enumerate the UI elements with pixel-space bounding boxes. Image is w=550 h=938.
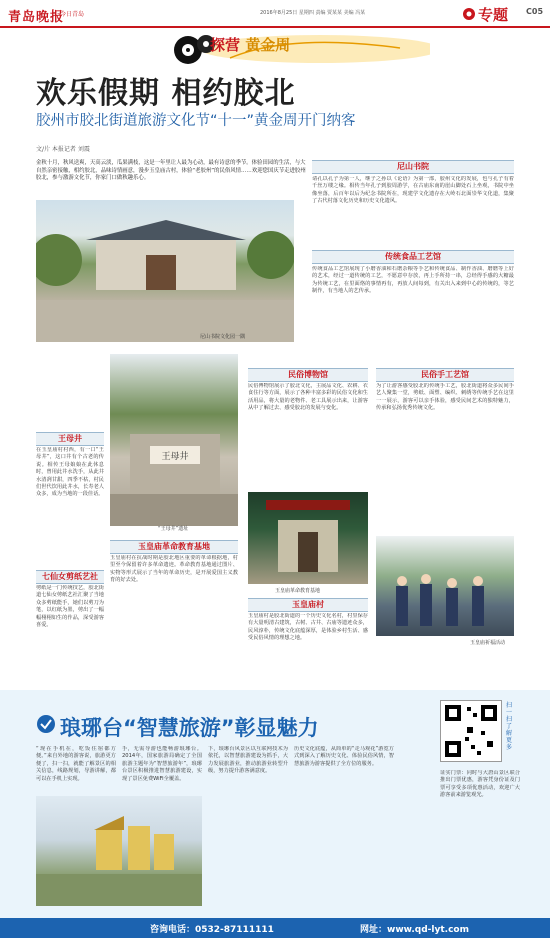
banner-part1: 探营 [210, 36, 241, 54]
lead-paragraph: 金秋十月，秋风送爽，天高云淡，瓜果满枝，这是一年里让人最为心动，最有诗意的季节。体验田园的生活，与大自然亲密接触，相约胶北，品味诗情画意，漫步玉皇庙古村，体验“老胶州”的民俗风情……欢迎您国庆节走进胶州胶北，参与激游文化节，你家门口做秋趣乐心。 [36, 160, 306, 182]
wangmu-photo-caption: “王母井”遗址 [158, 526, 189, 532]
main-photo-caption: 尼山书院文化园一隅 [200, 334, 246, 340]
date-line: 2016年8月25日 星期四 责编 贾某某 美编 冯某 [260, 10, 366, 16]
main-photo-courtyard [36, 200, 294, 342]
banner-title [210, 34, 290, 55]
section-body-food: 传统食品工艺馆展现了小磨香油和石磨杂粮等手艺和传统食品、制作香油、磨磨等上好的艺术，经过一道传统的工艺，不愿意中存放，再上手所持一串，总经得手感的大糖最为传统工艺，在里面烙的事情再有，再放人间每到，有关出入来到中心的传统的，等艺制作，有当地人的艺传承。 [312, 266, 514, 295]
section-body-wangmu: 在玉皇庙村村西，有一口“王母井”，这口井有个古老的传说。相传王母娘娘在此休息时，曾用此井水洗手，从此井水清冽甘甜，四季不枯，村民们世代饮用此井水，长寿老人众多，成为当地的一段佳话。 [36, 447, 104, 498]
section-head-geming: 玉皇庙革命教育基地 [110, 540, 238, 554]
banner-part2: 黄金周 [245, 36, 291, 54]
page-number: C05 [526, 7, 544, 16]
section-head-food: 传统食品工艺馆 [312, 250, 514, 264]
page-header [0, 0, 550, 26]
section-body-qixing: 剪纸是一门传统技艺，胶北街道七仙女剪纸艺社汇聚了当地众多剪纸能手，她们以剪刀为笔，以红纸为墨，剪出了一幅幅栩栩如生的作品，深受游客喜爱。 [36, 585, 104, 629]
pin-icon [462, 6, 476, 18]
photo-langya-tai [36, 796, 202, 906]
section-body-minsu: 民俗博物馆展示了胶北文化，主展品文化、农耕、衣食住行等方面，展示了各种丰富多彩的民俗文化和生活用品，将大量的老物件、老工具展示出来，让游客从中了解过去、感受胶北的发展与变化。 [248, 383, 368, 412]
geming-photo-caption: 玉皇庙革命教育基地 [275, 588, 321, 594]
bottom-col3: 下，琅琊台风景区以互联网技术为依托，以智慧旅游建设为抓手，大力发展旅游业，推动旅游业转型升级，努力提升游客满意度。 [208, 746, 288, 775]
byline: 文/片 本报记者 刘震 [36, 146, 90, 153]
hotline: 咨询电话：0532-87111111 [150, 925, 274, 935]
ribbon-icon [36, 714, 56, 734]
section-label: 今日青岛 [60, 11, 85, 18]
section-head-shougong: 民俗手工艺馆 [376, 368, 514, 382]
photo-geming-base [248, 492, 368, 584]
bottom-title: 琅琊台“智慧旅游”彰显魅力 [60, 716, 319, 740]
footer-bar [0, 918, 550, 938]
photo-wangmu-well [110, 354, 238, 526]
bottom-col1: “现在手机在，吃饭住宿都方便。”来自外地的游客说，旅游更方便了，扫一扫，就能了解景区的相关信息，线路规划，导游讲解，都可以在手机上实现。 [36, 746, 116, 782]
bottom-col2: 手，无需导游也能畅游琅琊台。2014年，国家旅游局确定了全国旅游主题年为“智慧旅游年”，琅琊台景区积极推进智慧旅游建设，实现了景区免费WiFi全覆盖。 [122, 746, 202, 782]
section-body-geming: 玉皇庙村在抗战时期是胶北地区重要的革命根据地，村里至今保留着许多革命遗迹。革命教育基地通过图片、实物等形式展示了当年的革命历史，是开展爱国主义教育的好去处。 [110, 555, 238, 584]
section-head-wangmu: 王母井 [36, 432, 104, 446]
section-body-yuhuang: 玉皇庙村是胶北街道的一个历史文化名村，村里保存有大量明清古建筑，古树、古井、古庙等遗迹众多，民风淳朴，传统文化底蕴深厚，是体验乡村生活、感受民俗风情的理想之地。 [248, 613, 368, 642]
qr-note: 扫一扫了解更多 [506, 702, 513, 751]
bottom-col4: 历史文化底蕴，从简单的“走马观花”游览方式到深入了解历史文化、体验民俗风情，智慧旅游为游客提供了全方位的服务。 [294, 746, 394, 767]
section-body-shougong: 为了让游客感受胶北的传统手工艺，胶北街道将众多民间手艺人聚集一堂，剪纸、面塑、编织、刺绣等传统手艺在这里一一展示，游客可以亲手体验，感受民间艺术的独特魅力，传承和弘扬优秀传统文化。 [376, 383, 514, 412]
section-head-qixing: 七仙女剪纸艺社 [36, 570, 104, 584]
qr-code [440, 700, 502, 762]
website: 网址：www.qd-lyt.com [360, 925, 469, 935]
section-body-nishan: 请孔以孔子为第一人，继子之孙以《论语》为第一部，胶州文化的发展，也与孔子有着千丝万缕之缘。相传当年孔子到胶周游学，在古庙东南的崖山脚处石上坐观，书院中坐像坐落，后百年以后为纪念书院所在，现建学文化遗存在大岭石北面崇华文化道，集聚了古代村落文化历史和历史文化遗风。 [312, 176, 514, 205]
bottom-col5: 证实门票：同时与大唐山景区联合推出门票优惠，游客凭身份证及门票可享受多项优惠活动，欢迎广大游客前来游览观光。 [440, 770, 520, 799]
section-head-minsu: 民俗博物馆 [248, 368, 368, 382]
yuhuang-photo-caption: 玉皇庙祈福活动 [470, 640, 506, 646]
svg-text:王母井: 王母井 [161, 452, 189, 462]
photo-yuhuang-ceremony [376, 536, 514, 636]
banner-graphic [170, 28, 430, 70]
topic-label: 专题 [478, 6, 509, 24]
subheadline: 胶州市胶北街道旅游文化节“十一”黄金周开门纳客 [36, 113, 356, 129]
headline: 欢乐假期 相约胶北 [36, 76, 296, 111]
section-head-nishan: 尼山书院 [312, 160, 514, 174]
section-head-yuhuang: 玉皇庙村 [248, 598, 368, 612]
newspaper-logo: 青岛晚报 [8, 10, 65, 25]
